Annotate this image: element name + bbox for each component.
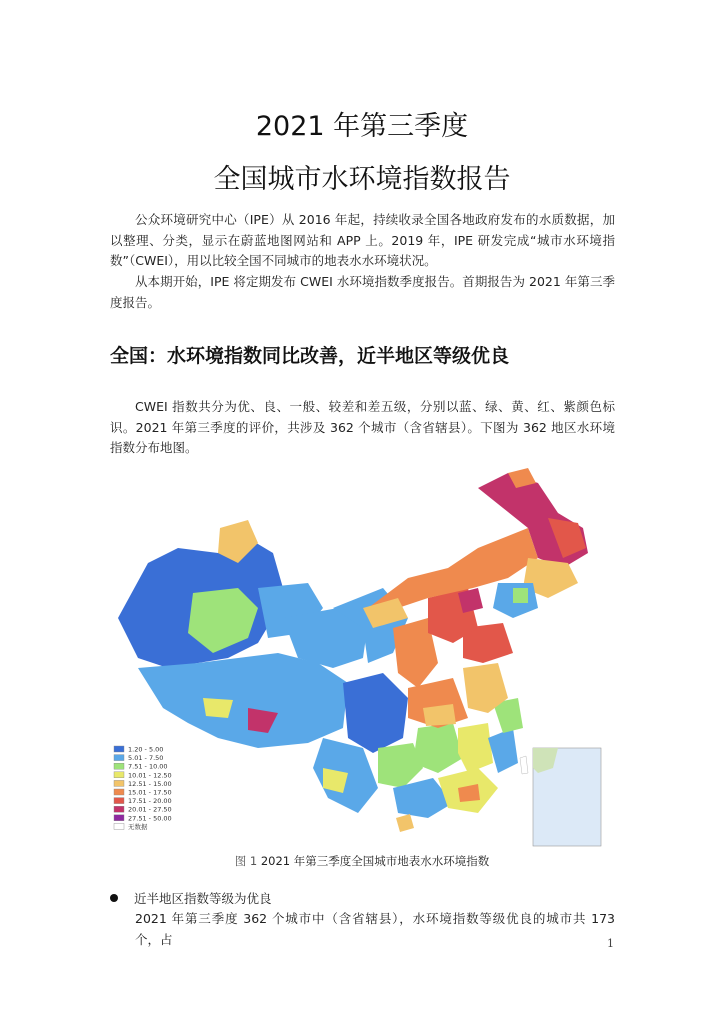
map-legend xyxy=(114,746,172,831)
legend-swatch xyxy=(114,746,124,752)
legend-label: 20.01 - 27.50 xyxy=(128,805,172,814)
legend-label: 15.01 - 17.50 xyxy=(128,788,172,797)
bullet-item xyxy=(110,889,272,907)
legend-label: 无数据 xyxy=(128,822,148,831)
map-region-sichuan xyxy=(343,673,408,753)
legend-label: 12.51 - 15.00 xyxy=(128,779,172,788)
section-heading: 全国：水环境指数同比改善，近半地区等级优良 xyxy=(110,345,510,367)
map-region-fujian xyxy=(488,728,518,773)
legend-swatch xyxy=(114,789,124,795)
legend-swatch xyxy=(114,772,124,778)
legend-swatch xyxy=(114,755,124,761)
legend-label: 7.51 - 10.00 xyxy=(128,762,168,771)
map-region-tibet xyxy=(138,653,348,748)
legend-swatch xyxy=(114,815,124,821)
map-region-hunan xyxy=(413,723,463,773)
legend-swatch xyxy=(114,763,124,769)
legend-label: 17.51 - 20.00 xyxy=(128,797,172,806)
legend-swatch xyxy=(114,806,124,812)
legend-label: 1.20 - 5.00 xyxy=(128,745,164,754)
map-region-taiwan xyxy=(520,756,528,774)
legend-label: 10.01 - 12.50 xyxy=(128,771,172,780)
bullet-dot xyxy=(110,894,118,902)
bullet-paragraph: 2021 年第三季度 362 个城市中（含省辖县），水环境指数等级优良的城市共 173 个，占 xyxy=(135,911,615,947)
figure-label: 图 1 xyxy=(234,854,258,868)
map-region-tibet-west xyxy=(203,698,233,718)
bullet-heading: 近半地区指数等级为优良 xyxy=(134,891,272,906)
china-water-index-map xyxy=(108,468,618,848)
legend-label: 5.01 - 7.50 xyxy=(128,754,164,763)
map-region-jiangxi xyxy=(458,723,493,773)
map-region-liaoning-green xyxy=(513,588,528,603)
map-region-hainan xyxy=(396,814,414,832)
page-number: 1 xyxy=(607,937,614,950)
legend-swatch xyxy=(114,780,124,786)
legend-label: 27.51 - 50.00 xyxy=(128,814,172,823)
report-title-main: 全国城市水环境指数报告 xyxy=(213,164,511,195)
legend-swatch xyxy=(114,798,124,804)
section-paragraph: CWEI 指数共分为优、良、一般、较差和差五级，分别以蓝、绿、黄、红、紫颜色标识。2021 年第三季度的评价，共涉及 362 个城市（含省辖县）。下图为 362 地区水环境指数分布地图。 xyxy=(110,399,615,455)
figure-caption: 2021 年第三季度全国城市地表水水环境指数 xyxy=(260,854,490,868)
legend-swatch xyxy=(114,823,124,829)
report-title-year: 2021 年第三季度 xyxy=(255,111,469,142)
intro-paragraph: 公众环境研究中心（IPE）从 2016 年起，持续收录全国各地政府发布的水质数据，加以整理、分类，显示在蔚蓝地图网站和 APP 上。2019 年，IPE 研发完成“城市水环境指数”（CWEI），用以比较全国不同城市的地表水水环境状况。 xyxy=(110,212,615,268)
figure-caption-line xyxy=(0,853,724,869)
intro-paragraph-2: 从本期开始，IPE 将定期发布 CWEI 水环境指数季度报告。首期报告为 2021 年第三季度报告。 xyxy=(110,274,615,310)
